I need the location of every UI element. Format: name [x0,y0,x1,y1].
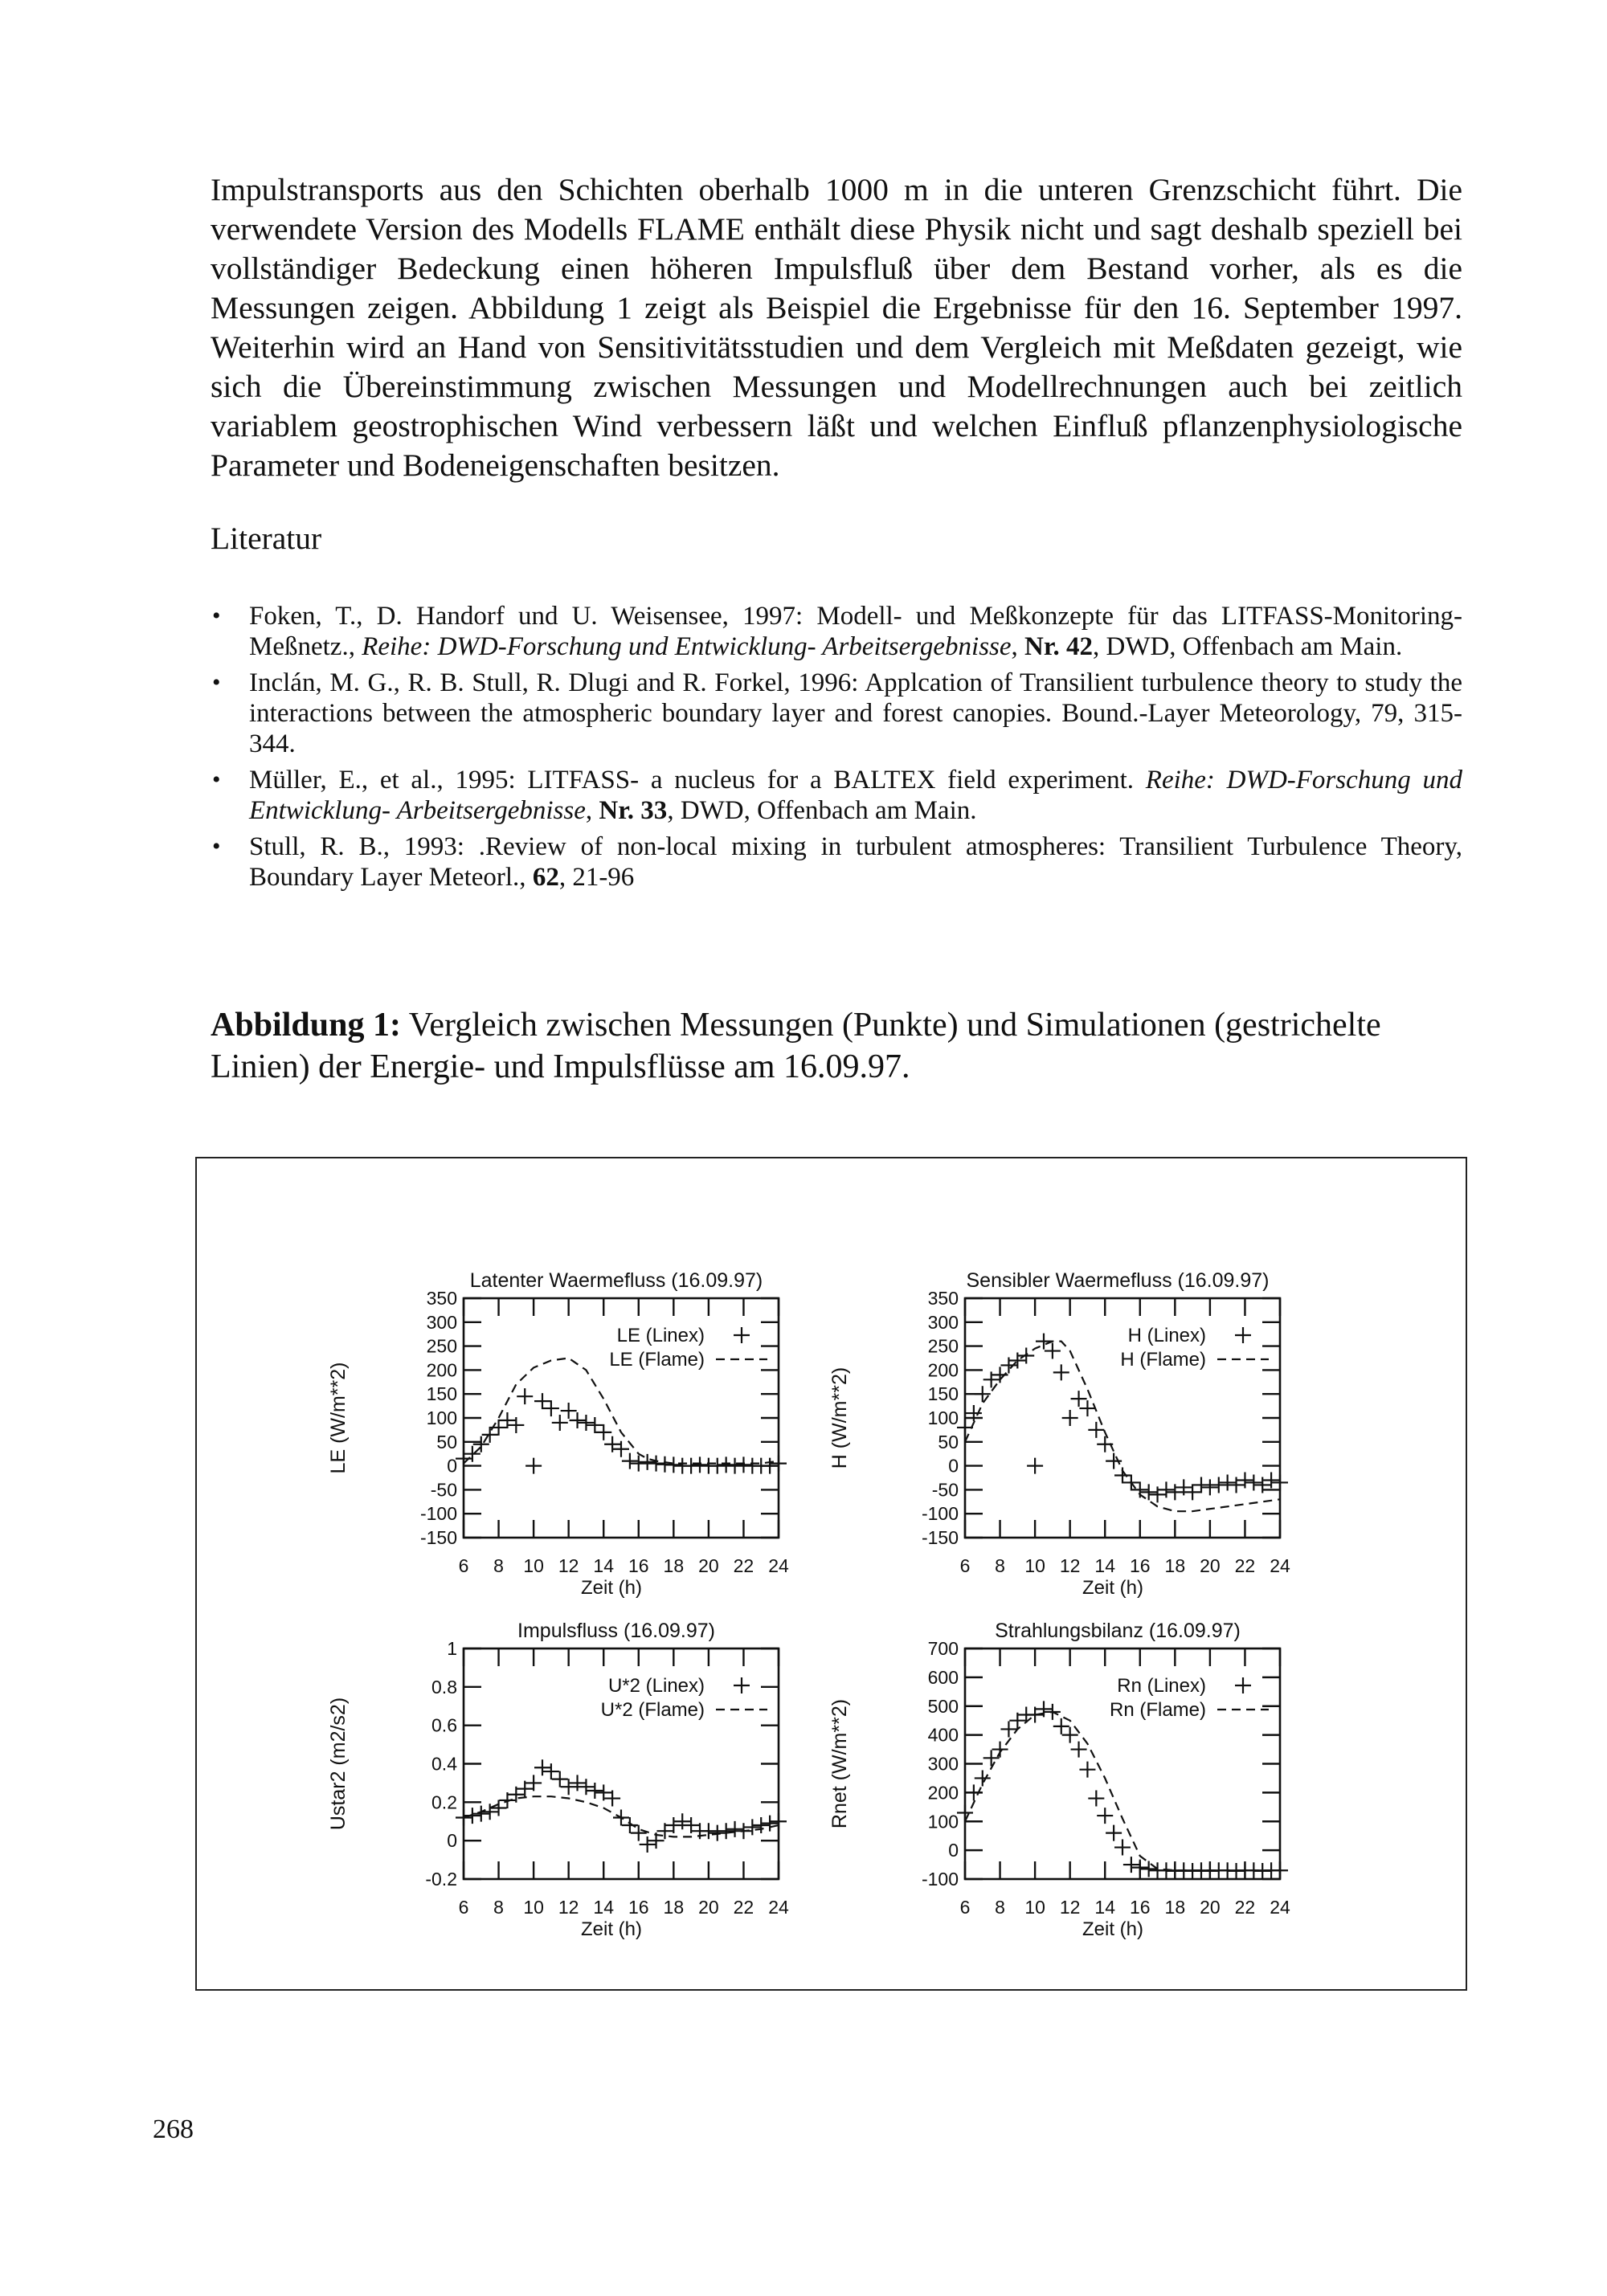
x-tick-label: 8 [493,1897,504,1918]
data-point-linex [1079,1400,1095,1416]
data-point-linex [1053,1364,1069,1380]
x-tick-label: 16 [628,1897,649,1918]
x-axis-label: Zeit (h) [1082,1918,1144,1940]
x-tick-label: 8 [995,1555,1005,1576]
data-point-linex [683,1458,699,1474]
y-tick-label: -150 [921,1527,959,1548]
x-tick-label: 6 [458,1555,469,1576]
data-point-linex [525,1458,542,1474]
y-tick-label: 300 [927,1311,959,1333]
y-tick-label: 200 [426,1359,457,1381]
reference-item [211,765,1462,826]
plot-frame [965,1298,1280,1538]
y-tick-label: 250 [927,1335,959,1357]
x-tick-label: 14 [593,1555,615,1576]
reference-pre: Inclán, M. G., R. B. Stull, R. Dlugi and R. Forkel, 1996: Applcation of Transilient turbulence theory to study the interactions between the atmospheric boundary layer and forest canopies. Bound.-Layer Meteorology, 79, 315-344. [249,668,1462,758]
data-point-linex [1053,1718,1069,1734]
data-point-linex [665,1456,681,1473]
y-tick-label: -100 [921,1503,959,1525]
reference-post: , DWD, Offenbach am Main. [667,796,977,825]
y-tick-label: -150 [419,1527,457,1548]
data-point-linex [640,1836,656,1853]
data-point-linex [1079,1762,1095,1778]
legend-label: Rn (Flame) [1109,1699,1206,1721]
x-tick-label: 8 [995,1897,1005,1918]
y-tick-label: 50 [938,1431,959,1452]
data-point-linex [552,1771,568,1787]
y-tick-label: 150 [426,1383,457,1405]
reference-bold: Nr. 42 [1024,632,1093,661]
legend-swatch-point [1235,1327,1251,1343]
data-point-linex [1000,1721,1016,1737]
x-tick-label: 24 [768,1897,789,1918]
reference-item [211,601,1462,662]
x-tick-label: 14 [1094,1555,1116,1576]
y-tick-label: -100 [921,1869,959,1890]
data-point-linex [975,1770,991,1786]
y-tick-label: 250 [426,1335,457,1357]
data-point-linex [1088,1791,1104,1807]
figure-frame [195,1157,1467,1991]
data-point-linex [957,1804,973,1820]
legend-label: H (Linex) [1127,1325,1206,1346]
data-point-linex [744,1819,760,1835]
y-tick-label: 500 [927,1695,959,1717]
y-tick-label: 350 [927,1288,959,1309]
data-point-linex [692,1456,708,1473]
y-axis-label: Ustar2 (m2/s2) [327,1697,350,1831]
x-tick-label: 10 [523,1897,544,1918]
data-point-linex [718,1456,734,1473]
data-point-linex [1211,1477,1227,1493]
data-point-linex [534,1759,550,1775]
y-tick-label: -50 [430,1479,457,1501]
data-point-linex [701,1823,717,1839]
intro-paragraph: Impulstransports aus den Schichten oberhalb 1000 m in die unteren Grenzschicht führt. Die verwendete Version des Modells FLAME enthält diese Physik nicht und sagt deshalb speziell bei vollständiger Bedeckung einen höheren Impulsfluß über dem Bestand vorher, als es die Messungen zeigen. Abbildung 1 zeigt als Beispiel die Ergebnisse für den 16. September 1997. Weiterhin wird an Hand von Sensitivitätsstudien und dem Vergleich mit Meßdaten gezeigt, wie sich die Übereinstimmung zwischen Messungen und Modellrechnungen auch bei zeitlich variablem geostrophischen Wind verbessern läßt und welchen Einfluß pflanzenphysiologische Parameter und Bodeneigenschaften besitzen. [211,172,1462,483]
reference-bold: Nr. 33 [599,796,668,825]
literature-heading: Literatur [211,521,322,556]
data-point-linex [1045,1343,1061,1359]
y-tick-label: 1 [447,1638,457,1659]
x-tick-label: 24 [1270,1897,1290,1918]
y-tick-label: 600 [927,1666,959,1688]
data-point-linex [709,1825,726,1841]
x-tick-label: 22 [733,1555,754,1576]
y-tick-label: 100 [927,1407,959,1428]
data-point-linex [1027,1458,1043,1474]
reference-pre: Stull, R. B., 1993: .Review of non-local mixing in turbulent atmospheres: Transilient Turbulence Theory, Boundary Layer Meteorl., [249,832,1462,892]
data-point-linex [1071,1391,1087,1407]
y-tick-label: 0 [447,1455,457,1477]
legend-label: U*2 (Flame) [600,1699,705,1721]
x-tick-label: 14 [1094,1897,1116,1918]
data-point-linex [1141,1484,1157,1500]
data-point-linex [771,1456,787,1472]
caption-text: Vergleich zwischen Messungen (Punkte) und Simulationen (gestrichelte Linien) der Energie- und Impulsflüsse am 16.09.97. [211,1007,1381,1085]
y-tick-label: 50 [436,1431,457,1452]
chart-title: Strahlungsbilanz (16.09.97) [995,1620,1241,1642]
chart-title: Sensibler Waermefluss (16.09.97) [966,1269,1270,1292]
x-tick-label: 6 [458,1897,469,1918]
x-tick-label: 16 [1129,1555,1151,1576]
data-point-linex [552,1415,568,1431]
data-point-linex [1106,1825,1122,1841]
data-point-linex [735,1456,751,1473]
y-tick-label: -0.2 [425,1869,457,1890]
data-point-linex [543,1400,559,1416]
x-tick-label: 18 [1164,1555,1186,1576]
x-tick-label: 12 [558,1897,579,1918]
x-tick-label: 16 [1129,1897,1151,1918]
legend-label: LE (Flame) [609,1349,705,1371]
x-tick-label: 6 [959,1897,971,1918]
y-tick-label: 300 [426,1311,457,1333]
data-point-linex [622,1453,638,1469]
data-point-linex [631,1456,647,1472]
chart-title: Impulsfluss (16.09.97) [517,1620,715,1642]
legend-swatch-point [734,1677,750,1693]
y-tick-label: 350 [426,1288,457,1309]
data-point-linex [718,1823,734,1839]
x-tick-label: 6 [959,1555,971,1576]
reference-pre: Müller, E., et al., 1995: LITFASS- a nucleus for a BALTEX field experiment. [249,766,1146,795]
data-point-linex [1062,1410,1078,1426]
figure-caption [211,1004,1462,1088]
x-tick-label: 14 [593,1897,615,1918]
data-point-linex [1245,1474,1261,1490]
legend-label: H (Flame) [1120,1349,1206,1371]
x-tick-label: 24 [768,1555,789,1576]
y-tick-label: 100 [426,1407,457,1428]
x-tick-label: 10 [523,1555,544,1576]
reference-item [211,831,1462,893]
data-point-linex [1141,1861,1157,1877]
data-point-linex [578,1415,594,1431]
x-tick-label: 20 [1200,1555,1221,1576]
data-point-linex [587,1783,603,1799]
data-point-linex [543,1763,559,1779]
reference-post: , 21-96 [558,863,635,892]
data-point-linex [1097,1808,1113,1824]
data-point-linex [631,1825,647,1841]
x-tick-label: 12 [1059,1897,1081,1918]
reference-italic: Reihe: DWD-Forschung und Entwicklung- Arbeitsergebnisse [362,632,1012,661]
data-point-linex [727,1458,743,1474]
legend-swatch-point [1235,1677,1251,1693]
data-point-linex [1114,1840,1131,1856]
x-tick-label: 20 [1200,1897,1221,1918]
x-tick-label: 22 [1234,1897,1256,1918]
reference-item [211,668,1462,759]
data-point-linex [1071,1742,1087,1758]
x-axis-label: Zeit (h) [580,1577,643,1599]
reference-mid: , [585,796,599,825]
data-point-linex [727,1821,743,1837]
reference-mid: , [1011,632,1025,661]
x-axis-label: Zeit (h) [580,1918,643,1940]
x-tick-label: 16 [628,1555,649,1576]
data-point-linex [762,1458,778,1474]
y-tick-label: -100 [419,1503,457,1525]
legend-label: U*2 (Linex) [607,1675,705,1697]
y-axis-label: LE (W/m**2) [327,1362,350,1474]
y-tick-label: 700 [927,1638,959,1659]
y-tick-label: 200 [927,1359,959,1381]
y-tick-label: 200 [927,1782,959,1804]
data-point-linex [1272,1474,1288,1490]
reference-bold: 62 [532,863,559,892]
figure-charts [197,1158,1465,1988]
x-tick-label: 20 [698,1897,719,1918]
x-tick-label: 10 [1024,1555,1045,1576]
data-point-linex [570,1775,586,1791]
data-point-linex [622,1817,638,1833]
data-point-linex [570,1412,586,1428]
x-tick-label: 22 [1234,1555,1256,1576]
y-tick-label: 0 [948,1455,959,1477]
data-point-linex [473,1806,489,1822]
x-tick-label: 10 [1024,1897,1045,1918]
y-axis-label: H (W/m**2) [828,1367,851,1469]
y-tick-label: 0 [948,1840,959,1861]
y-tick-label: 0.4 [431,1753,457,1775]
caption-label: Abbildung 1: [211,1007,401,1044]
reference-pre: Foken, T., D. Handorf und U. Weisensee, 1997: Modell- und Meßkonzepte für das LITFASS-Monitoring-Meßnetz., [249,602,1462,661]
y-tick-label: 0 [447,1830,457,1852]
x-tick-label: 24 [1270,1555,1290,1576]
legend-label: LE (Linex) [616,1325,705,1346]
y-tick-label: 0.8 [431,1676,457,1697]
reference-italic: Reihe: DWD-Forschung und Entwicklung- Arbeitsergebnisse [249,766,1462,825]
data-point-linex [534,1393,550,1409]
x-tick-label: 18 [1164,1897,1186,1918]
data-point-linex [1220,1474,1236,1490]
data-point-linex [709,1458,726,1474]
data-point-linex [1193,1477,1209,1493]
data-point-linex [753,1817,769,1833]
x-tick-label: 8 [493,1555,504,1576]
y-tick-label: 0.6 [431,1714,457,1736]
x-tick-label: 22 [733,1897,754,1918]
data-point-linex [1106,1453,1122,1469]
data-point-linex [561,1779,577,1795]
y-tick-label: 100 [927,1811,959,1832]
legend-swatch-point [734,1327,750,1343]
y-tick-label: -50 [931,1479,959,1501]
page-number: 268 [153,2114,194,2144]
reference-list [211,601,1462,898]
data-point-linex [587,1417,603,1433]
legend-label: Rn (Linex) [1117,1675,1206,1697]
data-point-linex [983,1750,1000,1766]
y-axis-label: Rnet (W/m**2) [828,1698,851,1829]
y-tick-label: 400 [927,1724,959,1746]
data-point-linex [674,1813,690,1829]
x-tick-label: 18 [663,1897,685,1918]
chart-title: Latenter Waermefluss (16.09.97) [469,1269,763,1292]
data-point-linex [1202,1479,1218,1495]
data-point-linex [517,1388,533,1404]
y-tick-label: 0.2 [431,1791,457,1813]
data-point-linex [1123,1857,1139,1873]
data-point-linex [975,1386,991,1402]
x-tick-label: 12 [1059,1555,1081,1576]
data-point-linex [648,1456,664,1472]
y-tick-label: 150 [927,1383,959,1405]
data-point-linex [578,1779,594,1795]
y-tick-label: 300 [927,1753,959,1775]
x-tick-label: 12 [558,1555,579,1576]
data-point-linex [595,1424,611,1440]
x-tick-label: 18 [663,1555,685,1576]
x-tick-label: 20 [698,1555,719,1576]
data-point-linex [1132,1860,1148,1876]
data-point-linex [561,1403,577,1419]
reference-post: , DWD, Offenbach am Main. [1093,632,1403,661]
data-point-linex [762,1816,778,1832]
x-axis-label: Zeit (h) [1082,1577,1144,1599]
